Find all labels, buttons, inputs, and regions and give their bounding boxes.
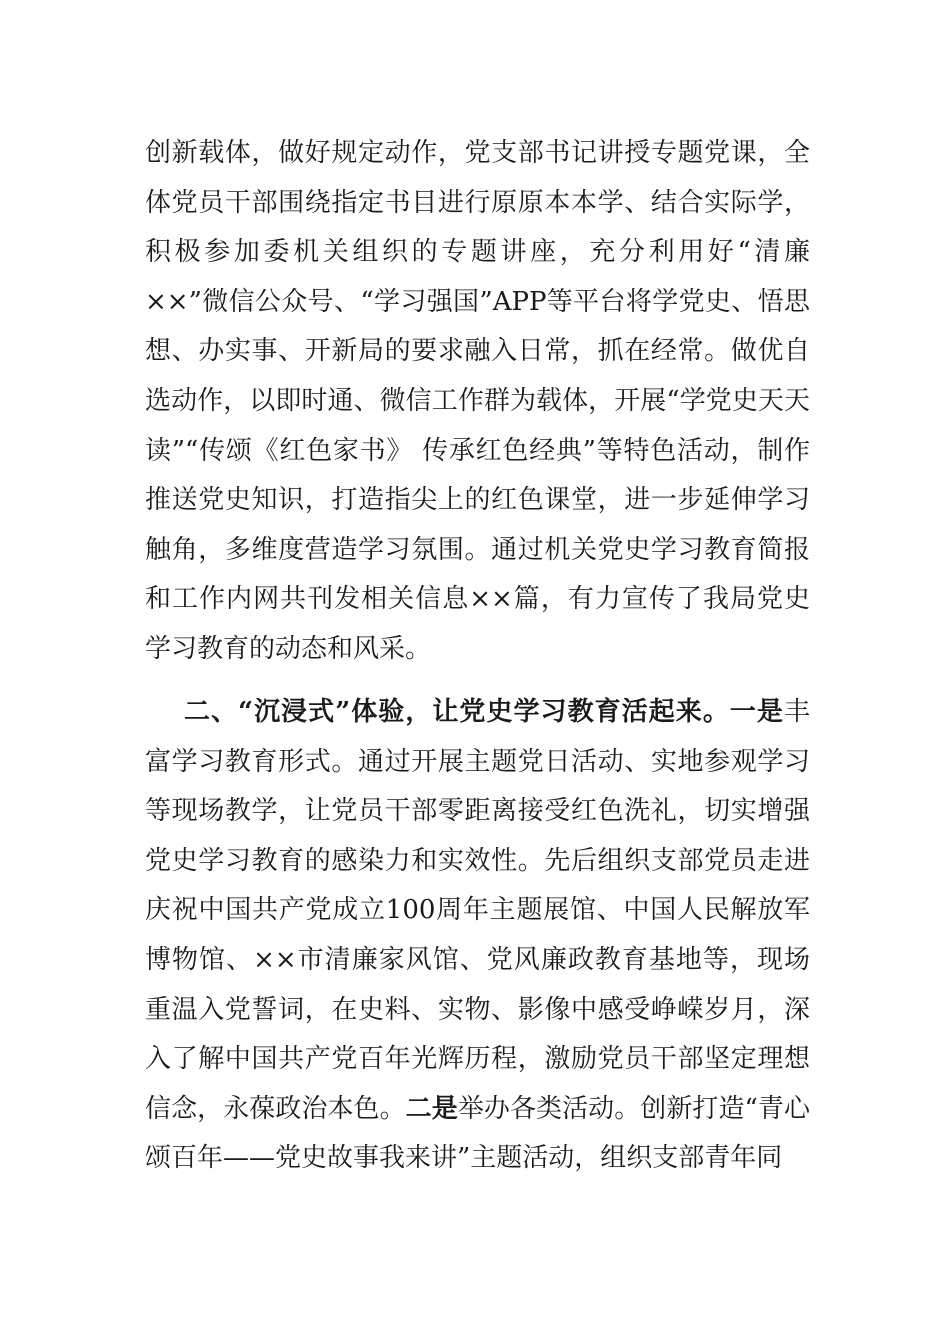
paragraph-1 [145, 129, 810, 675]
paragraph-2 [145, 688, 810, 1184]
first-point-marker: 一是 [729, 697, 784, 727]
second-point-marker: 二是 [405, 1093, 458, 1124]
first-point-text: 丰富学习教育形式。通过开展主题党日活动、实地参观学习等现场教学，让党员干部零距离接受红色洗礼，切实增强党史学习教育的感染力和实效性。先后组织支部党员走进庆祝中国共产党成立100周年主题展馆、中国人民解放军博物馆、××市清廉家风馆、党风廉政教育基地等，现场重温入党誓词，在史料、实物、影像中感受峥嵘岁月，深入了解中国共产党百年光辉历程，激励党员干部坚定理想信念，永葆政治本色。 [145, 697, 810, 1124]
section-heading: 二、“沉浸式”体验，让党史学习教育活起来。 [184, 697, 730, 727]
second-point-text: 举办各类活动。创新打造“青心颂百年——党史故事我来讲”主题活动，组织支部青年同 [145, 1093, 810, 1174]
paragraph-1-text: 创新载体，做好规定动作，党支部书记讲授专题党课，全体党员干部围绕指定书目进行原原本本学、结合实际学，积极参加委机关组织的专题讲座，充分利用好“清廉××”微信公众号、“学习强国”APP等平台将学党史、悟思想、办实事、开新局的要求融入日常，抓在经常。做优自选动作，以即时通、微信工作群为载体，开展“学党史天天读”“传颂《红色家书》 传承红色经典”等特色活动，制作推送党史知识，打造指尖上的红色课堂，进一步延伸学习触角，多维度营造学习氛围。通过机关党史学习教育简报和工作内网共刊发相关信息××篇，有力宣传了我局党史学习教育的动态和风采。 [145, 138, 810, 664]
